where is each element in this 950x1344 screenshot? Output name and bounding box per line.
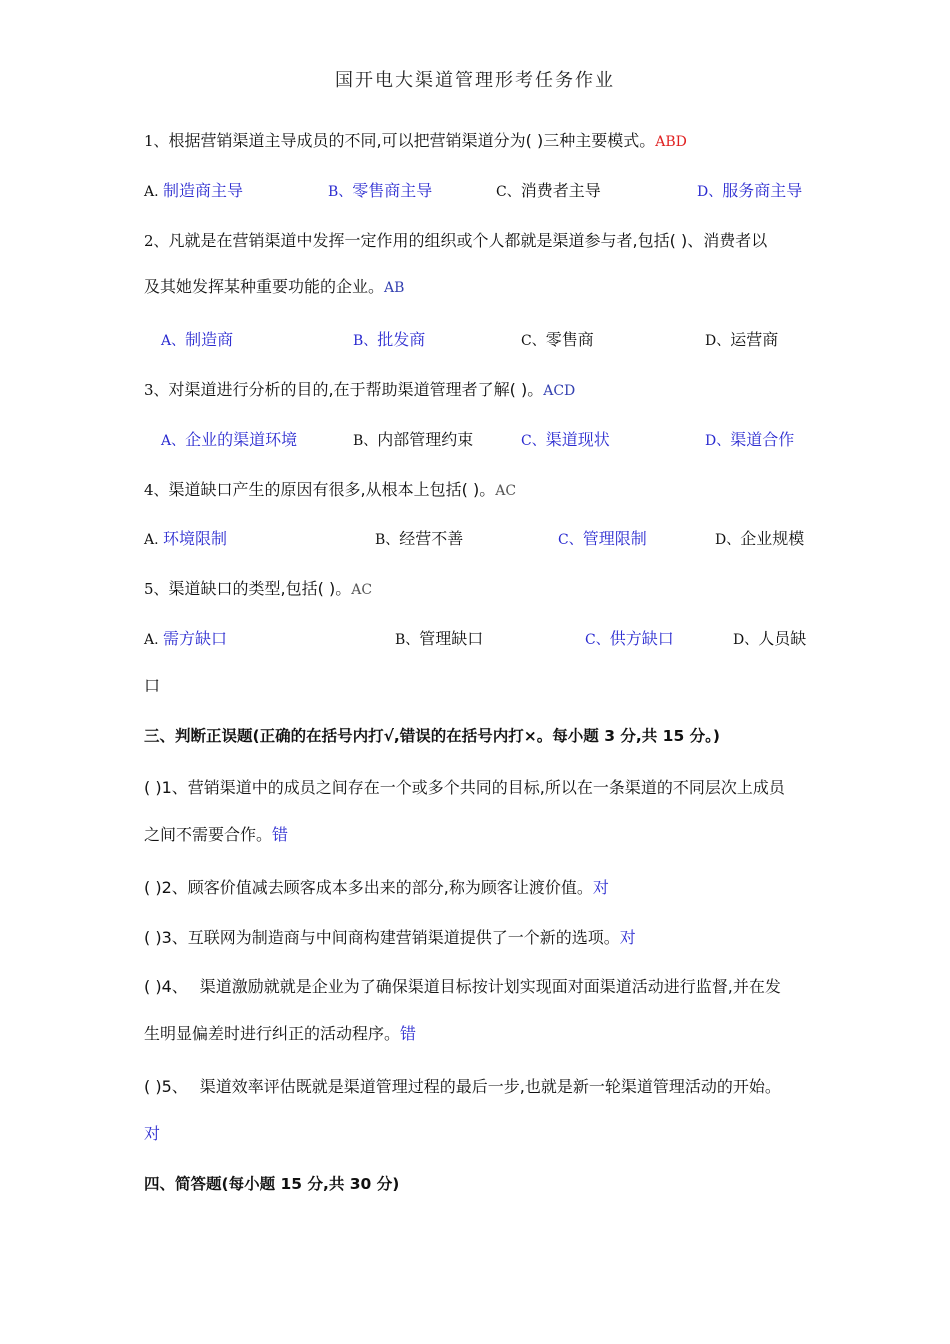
judge-answer: 对 xyxy=(144,1124,161,1143)
question-text: 渠道缺口的类型,包括( )。 xyxy=(168,579,352,598)
judge-item-1-continued xyxy=(144,824,810,846)
question-number: 1、 xyxy=(144,132,169,150)
question-number: 2、 xyxy=(144,232,169,250)
question-answer: AC xyxy=(495,483,517,499)
option-text: 批发商 xyxy=(377,330,426,349)
question-1 xyxy=(144,130,810,153)
option-text: 内部管理约束 xyxy=(377,430,474,449)
q2-option-b: B、批发商 xyxy=(353,330,426,349)
question-2-continued xyxy=(144,276,810,299)
option-text: 服务商主导 xyxy=(722,181,803,200)
option-text: 管理缺口 xyxy=(419,629,484,648)
q4-option-c: C、管理限制 xyxy=(558,529,647,548)
section-3-heading: 三、判断正误题(正确的在括号内打√,错误的在括号内打×。每小题 3 分,共 15 分。) xyxy=(144,727,720,745)
question-answer: ABD xyxy=(655,134,687,150)
q4-option-d: D、企业规模 xyxy=(715,529,805,548)
judge-prefix: ( )1、 xyxy=(144,778,188,797)
q2-option-d: D、运营商 xyxy=(705,330,779,349)
option-text: 经营不善 xyxy=(399,529,464,548)
judge-prefix: ( )3、 xyxy=(144,928,188,947)
option-text: 制造商 xyxy=(185,330,234,349)
judge-text: 互联网为制造商与中间商构建营销渠道提供了一个新的选项。 xyxy=(187,928,620,947)
question-number: 5、 xyxy=(144,580,169,598)
page-title: 国开电大渠道管理形考任务作业 xyxy=(335,70,615,91)
option-text: 渠道合作 xyxy=(730,430,795,449)
option-text: 消费者主导 xyxy=(520,181,601,200)
question-text: 对渠道进行分析的目的,在于帮助渠道管理者了解( )。 xyxy=(168,380,544,399)
judge-text: 渠道效率评估既就是渠道管理过程的最后一步,也就是新一轮渠道管理活动的开始。 xyxy=(199,1077,781,1096)
q1-option-b: B、零售商主导 xyxy=(328,181,433,200)
q5-option-a: A. 需方缺口 xyxy=(144,629,228,648)
q5-option-c: C、供方缺口 xyxy=(585,629,674,648)
option-text: 企业规模 xyxy=(740,529,805,548)
judge-item-4-continued xyxy=(144,1023,810,1045)
q4-option-a: A. 环境限制 xyxy=(144,529,228,548)
q3-option-b: B、内部管理约束 xyxy=(353,430,474,449)
option-text: 零售商主导 xyxy=(352,181,433,200)
judge-answer: 对 xyxy=(619,928,636,947)
question-answer: AC xyxy=(351,582,373,598)
question-text: 根据营销渠道主导成员的不同,可以把营销渠道分为( )三种主要模式。 xyxy=(168,131,656,150)
q5-option-d: D、人员缺 xyxy=(733,629,807,648)
judge-item-4 xyxy=(144,976,810,998)
question-number: 4、 xyxy=(144,481,169,499)
option-text: 供方缺口 xyxy=(609,629,674,648)
q3-option-a: A、企业的渠道环境 xyxy=(161,430,298,449)
q2-option-a: A、制造商 xyxy=(161,330,234,349)
question-number: 3、 xyxy=(144,381,169,399)
judge-text: 之间不需要合作。 xyxy=(144,825,273,844)
option-text: 人员缺 xyxy=(758,629,807,648)
q5-option-b: B、管理缺口 xyxy=(395,629,484,648)
q1-option-c: C、消费者主导 xyxy=(496,181,601,200)
judge-text: 顾客价值减去顾客成本多出来的部分,称为顾客让渡价值。 xyxy=(187,878,593,897)
judge-prefix: ( )5、 xyxy=(144,1077,188,1096)
judge-prefix: ( )2、 xyxy=(144,878,188,897)
judge-text: 渠道激励就就是企业为了确保渠道目标按计划实现面对面渠道活动进行监督,并在发 xyxy=(199,977,781,996)
judge-answer: 错 xyxy=(400,1024,417,1043)
q4-option-b: B、经营不善 xyxy=(375,529,464,548)
judge-item-3 xyxy=(144,927,810,949)
question-text: 渠道缺口产生的原因有很多,从根本上包括( )。 xyxy=(168,480,496,499)
judge-item-1 xyxy=(144,777,810,799)
question-4 xyxy=(144,479,810,502)
judge-text: 营销渠道中的成员之间存在一个或多个共同的目标,所以在一条渠道的不同层次上成员 xyxy=(187,778,785,797)
option-text: 需方缺口 xyxy=(163,629,228,648)
q2-option-c: C、零售商 xyxy=(521,330,594,349)
q3-option-c: C、渠道现状 xyxy=(521,430,610,449)
question-2 xyxy=(144,230,810,252)
section-4-heading: 四、简答题(每小题 15 分,共 30 分) xyxy=(144,1175,400,1193)
option-text: 运营商 xyxy=(730,330,779,349)
judge-answer: 对 xyxy=(592,878,609,897)
option-text: 零售商 xyxy=(545,330,594,349)
option-text: 制造商主导 xyxy=(163,181,244,200)
judge-item-2 xyxy=(144,877,810,899)
option-text: 管理限制 xyxy=(582,529,647,548)
judge-item-5-continued xyxy=(144,1123,810,1145)
q1-option-d: D、服务商主导 xyxy=(697,181,803,200)
judge-answer: 错 xyxy=(272,825,289,844)
q3-option-d: D、渠道合作 xyxy=(705,430,795,449)
question-text: 凡就是在营销渠道中发挥一定作用的组织或个人都就是渠道参与者,包括( )、消费者以 xyxy=(168,231,768,250)
option-text: 环境限制 xyxy=(163,529,228,548)
judge-text: 生明显偏差时进行纠正的活动程序。 xyxy=(144,1024,401,1043)
option-text: 渠道现状 xyxy=(545,430,610,449)
judge-prefix: ( )4、 xyxy=(144,977,188,996)
question-answer: ACD xyxy=(543,383,576,399)
question-5 xyxy=(144,578,810,601)
question-text: 及其她发挥某种重要功能的企业。 xyxy=(144,277,385,296)
q1-option-a: A. 制造商主导 xyxy=(144,181,244,200)
judge-item-5 xyxy=(144,1076,810,1098)
question-3 xyxy=(144,379,810,402)
question-answer: AB xyxy=(384,280,405,296)
option-text: 企业的渠道环境 xyxy=(185,430,298,449)
q5-option-d-wrap: 口 xyxy=(144,676,161,695)
